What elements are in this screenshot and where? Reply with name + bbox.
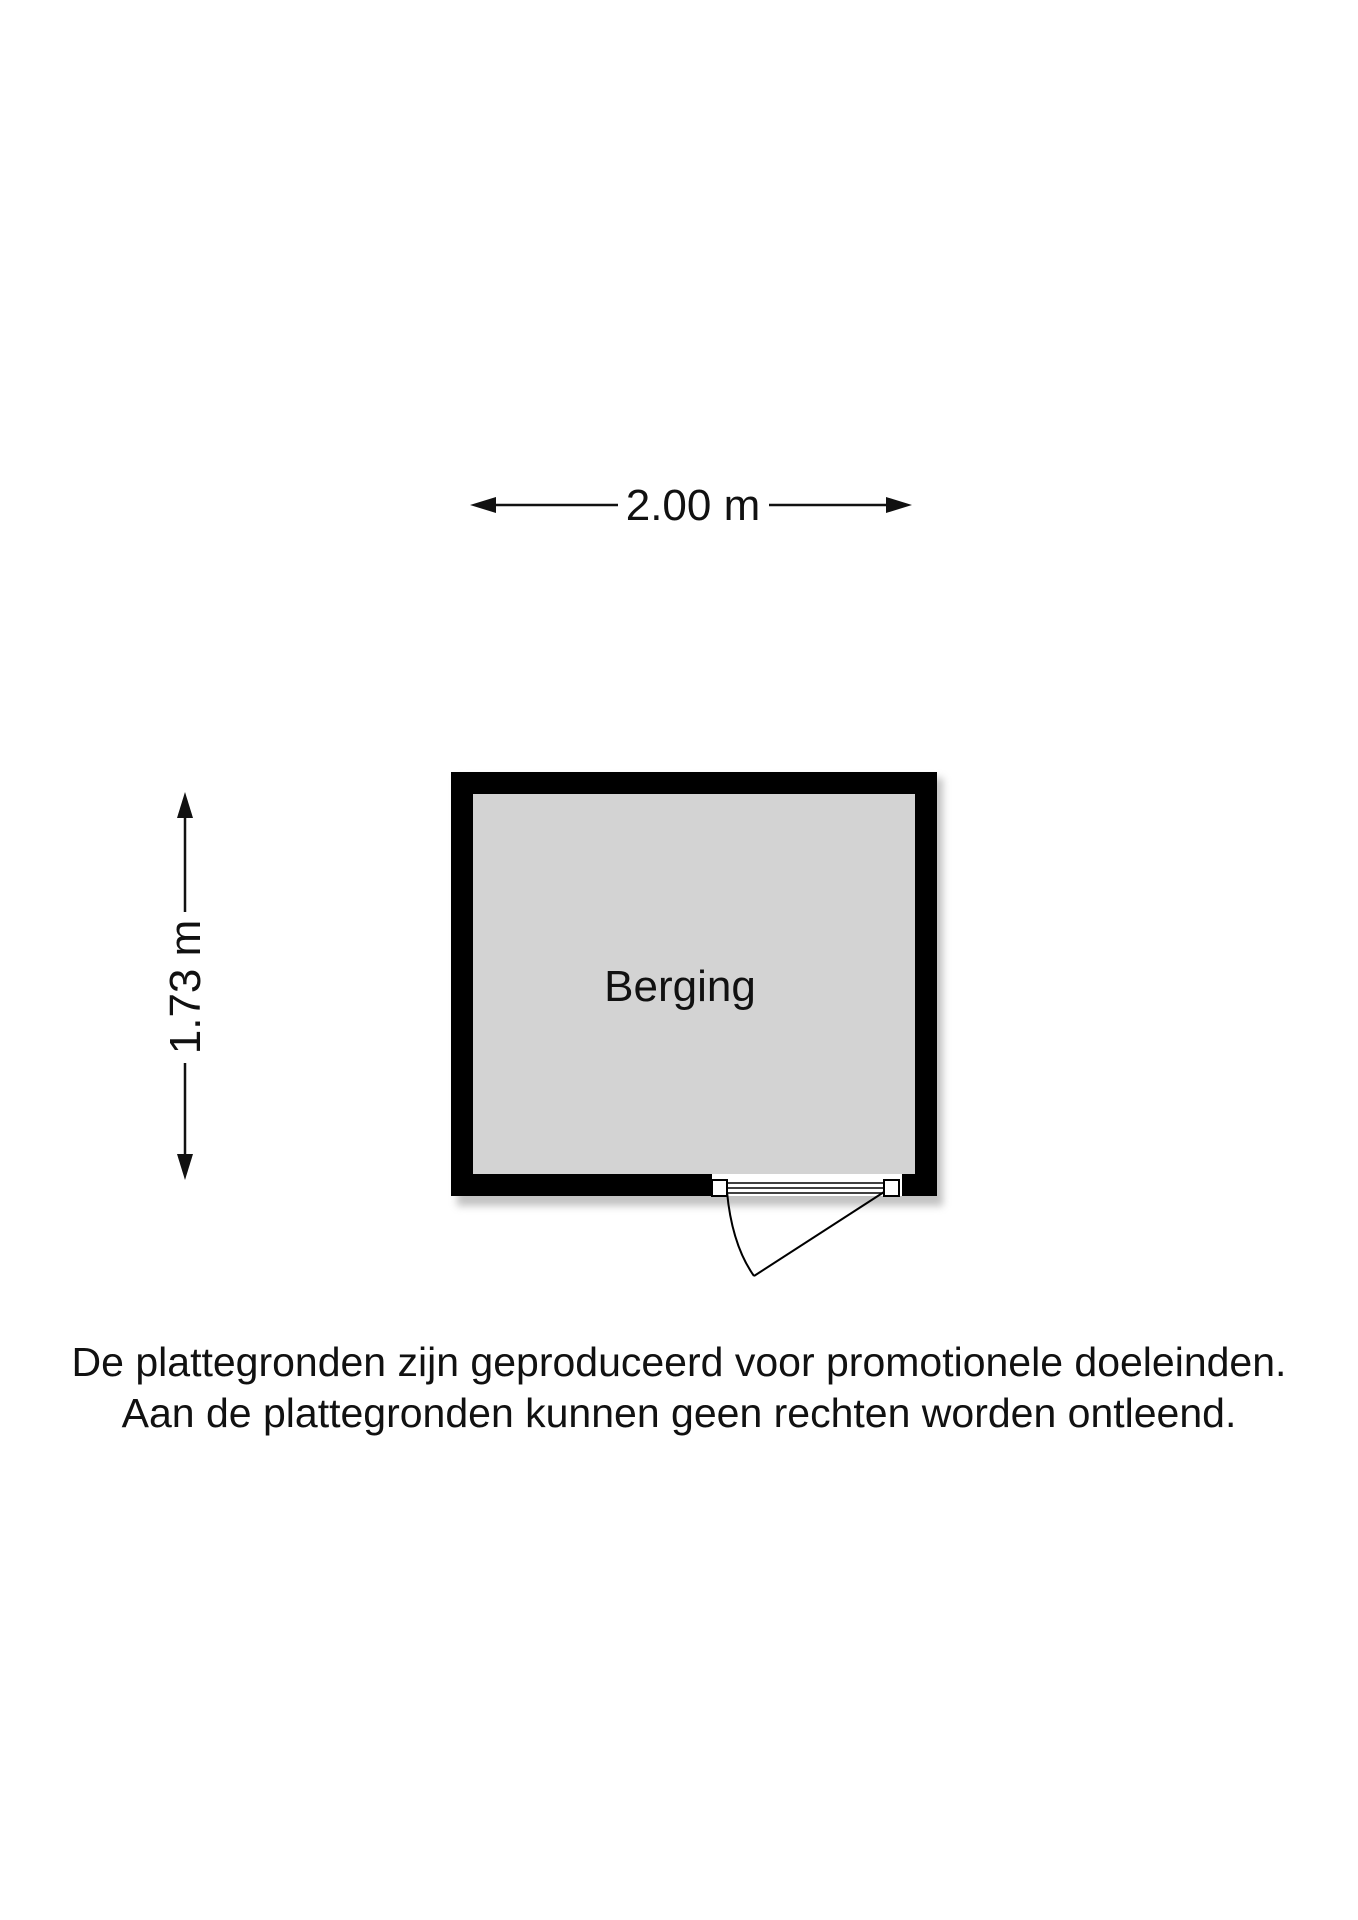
arrow-left-icon <box>470 497 496 513</box>
height-dimension <box>161 792 210 1180</box>
arrow-down-icon <box>177 1154 193 1180</box>
disclaimer-line-2: Aan de plattegronden kunnen geen rechten worden ontleend. <box>121 1390 1237 1436</box>
disclaimer <box>0 1337 1358 1439</box>
width-dimension <box>470 481 912 530</box>
height-dimension-label: 1.73 m <box>161 919 210 1055</box>
width-dimension-label: 2.00 m <box>625 481 761 530</box>
door-jamb-left <box>712 1180 727 1196</box>
arrow-up-icon <box>177 792 193 818</box>
door-jamb-right <box>884 1180 899 1196</box>
door <box>712 1174 902 1276</box>
room-label: Berging <box>604 962 756 1011</box>
arrow-right-icon <box>886 497 912 513</box>
room-berging <box>451 772 943 1206</box>
disclaimer-line-1: De plattegronden zijn geproduceerd voor promotionele doeleinden. <box>71 1339 1287 1385</box>
